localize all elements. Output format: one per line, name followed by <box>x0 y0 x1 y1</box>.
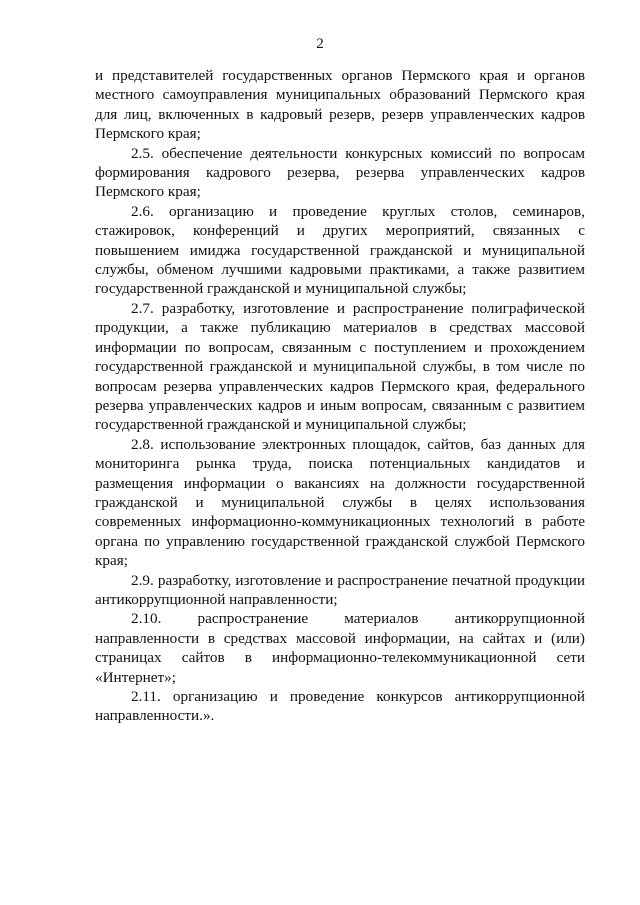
paragraph-continuation: и представителей государственных органов Пермского края и органов местного самоуправления муниципальных образований Пермского края для лиц, включенных в кадровый резерв, резерв управленческих кадров Пермского края; <box>95 67 585 143</box>
list-item-2-10: 2.10. распространение материалов антикоррупционной направленности в средствах массовой информации, на сайтах и (или) страницах сайтов в информационно-телекоммуникационной сети «Интернет»; <box>95 610 585 686</box>
list-item-2-11: 2.11. организацию и проведение конкурсов антикоррупционной направленности.». <box>95 688 585 725</box>
list-item-2-5: 2.5. обеспечение деятельности конкурсных комиссий по вопросам формирования кадрового резерва, резерва управленческих кадров Пермского края; <box>95 144 585 201</box>
list-item-2-9: 2.9. разработку, изготовление и распространение печатной продукции антикоррупционной направленности; <box>95 571 585 608</box>
list-item-2-6: 2.6. организацию и проведение круглых столов, семинаров, стажировок, конференций и других мероприятий, связанных с повышением имиджа государственной гражданской и муниципальной службы, обменом лучшими кадровыми практиками, а также развитием государственной гражданской и муниципальной службы; <box>95 202 585 298</box>
list-item-2-8: 2.8. использование электронных площадок, сайтов, баз данных для мониторинга рынка труда, поиска потенциальных кандидатов и размещения информации о вакансиях на должности государственной гражданской и муниципальной службы в целях использования современных информационно-коммуникационных технологий в работе органа по управлению государственной гражданской службой Пермского края; <box>95 435 585 570</box>
document-body <box>95 66 585 726</box>
list-item-2-7: 2.7. разработку, изготовление и распространение полиграфической продукции, а также публикацию материалов в средствах массовой информации по вопросам, связанным с поступлением и прохождением государственной гражданской и муниципальной службы, в том числе по вопросам резерва управленческих кадров Пермского края, федерального резерва управленческих кадров и иным вопросам, связанным с развитием государственной гражданской и муниципальной службы; <box>95 299 585 434</box>
page-number: 2 <box>316 36 324 52</box>
